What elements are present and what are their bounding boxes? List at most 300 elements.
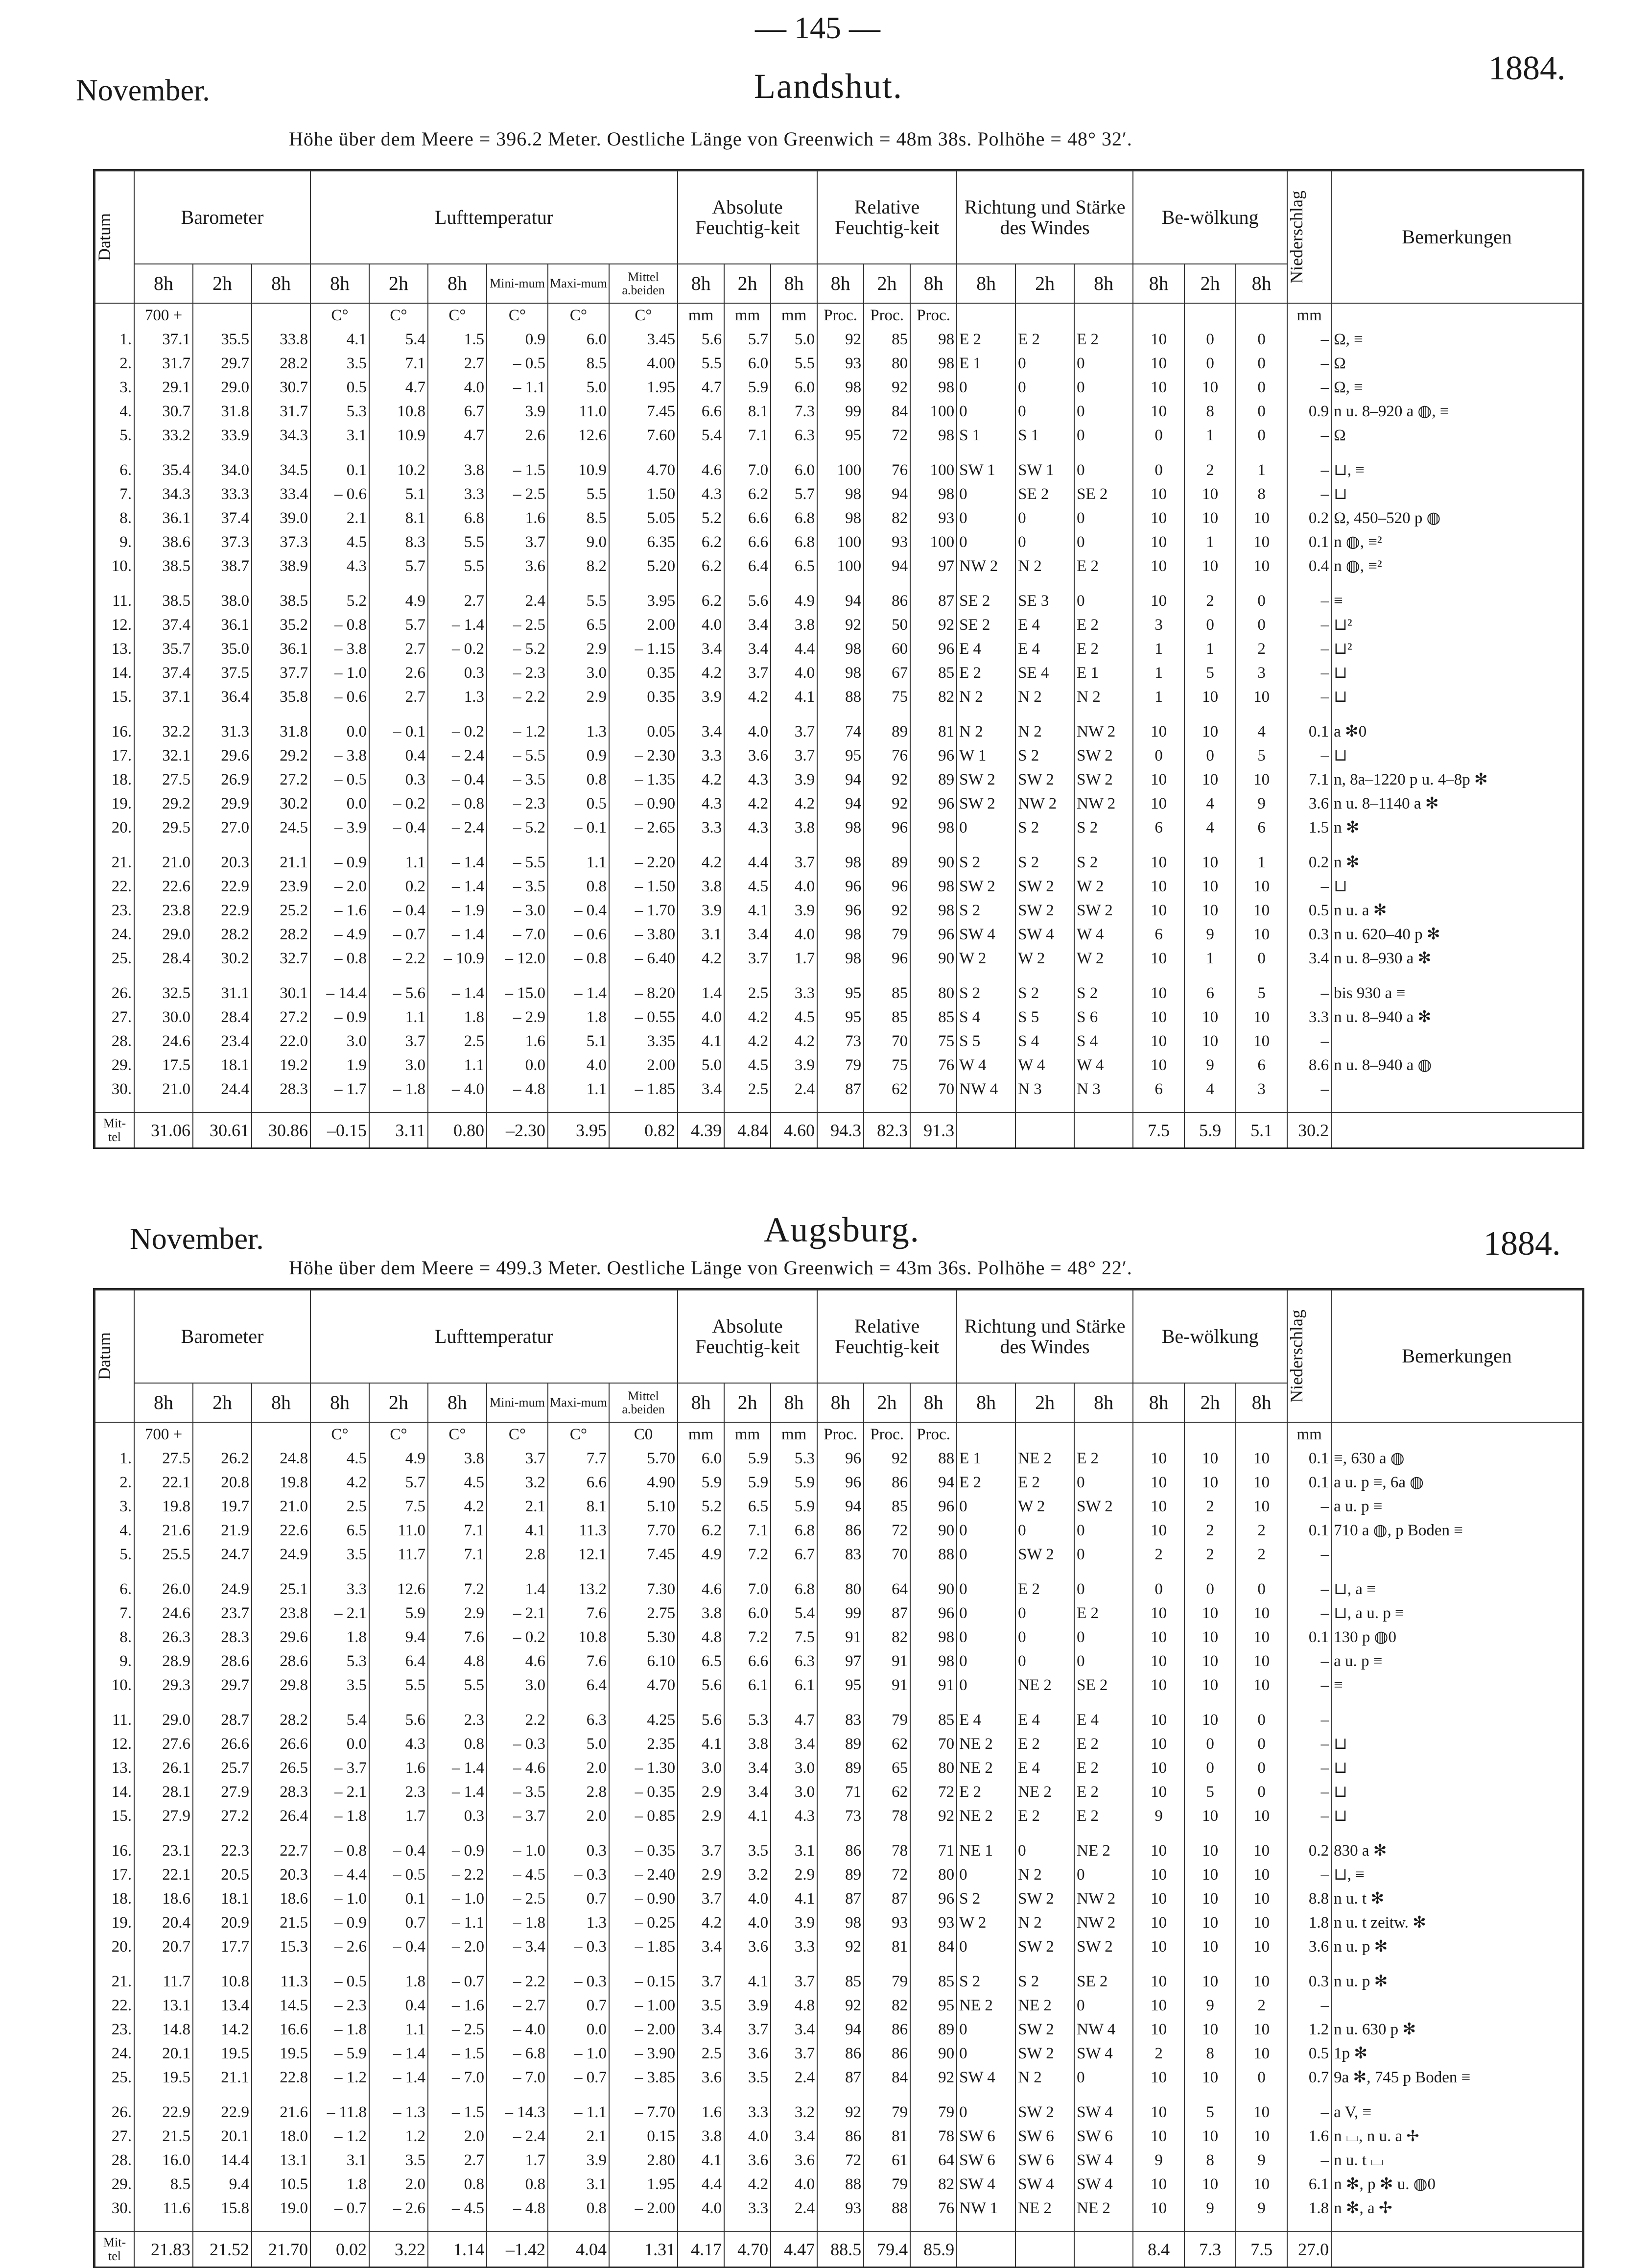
- table-cell: 89: [910, 768, 957, 792]
- table-cell: 25.7: [193, 1756, 252, 1780]
- table-cell: 6.6: [724, 1649, 771, 1673]
- table-cell: 0.0: [310, 720, 369, 744]
- table-cell: 3.7: [678, 1839, 724, 1863]
- table-cell: 16.: [95, 720, 134, 744]
- table-cell: 0.0: [548, 2018, 609, 2042]
- table-cell: 22.0: [252, 1029, 310, 1053]
- table-cell: 6.35: [609, 530, 678, 554]
- table-cell: 27.5: [134, 768, 193, 792]
- table-cell: S 2: [1074, 816, 1133, 840]
- table-cell: 1: [1184, 947, 1236, 971]
- table-cell: W 2: [1015, 947, 1074, 971]
- table-cell: 33.3: [193, 482, 252, 506]
- table-cell: 2.8: [487, 1543, 548, 1567]
- unit-cell: Proc.: [864, 303, 910, 328]
- table-cell: – 3.4: [487, 1935, 548, 1959]
- table-cell: SW 2: [1074, 1935, 1133, 1959]
- table-cell: 3.6: [1287, 1935, 1331, 1959]
- table-cell: – 11.8: [310, 2101, 369, 2125]
- table-cell: – 4.0: [487, 2018, 548, 2042]
- table-cell: 3.5: [369, 2149, 428, 2173]
- table-cell: 15.8: [193, 2196, 252, 2220]
- table-cell: S 4: [1015, 1029, 1074, 1053]
- unit-cell: C°: [310, 1422, 369, 1447]
- table-cell: 3.5: [310, 1673, 369, 1697]
- table-cell: 8.1: [369, 506, 428, 530]
- table-cell: 5.7: [369, 613, 428, 637]
- table-row: [95, 792, 1582, 816]
- table-cell: 1.6: [487, 506, 548, 530]
- table-cell: 28.3: [193, 1625, 252, 1649]
- table-cell: 8.6: [1287, 1053, 1331, 1077]
- table-cell: 29.3: [134, 1673, 193, 1697]
- table-cell: 3.0: [369, 1053, 428, 1077]
- table-cell: – 0.4: [428, 768, 487, 792]
- table-cell: – 2.1: [487, 1601, 548, 1625]
- table-row: [95, 1911, 1582, 1935]
- table-cell: SW 4: [1074, 2042, 1133, 2066]
- table-cell: 98: [817, 506, 864, 530]
- table-cell: 1: [1236, 458, 1287, 482]
- table-cell: 2.1: [310, 506, 369, 530]
- table-cell: 5.5: [428, 554, 487, 578]
- table-cell: 11.3: [548, 1519, 609, 1543]
- mean-cell: 0.02: [310, 2232, 369, 2267]
- table-cell: 20.9: [193, 1911, 252, 1935]
- subheader-cell: 2h: [369, 264, 428, 303]
- table-cell: 4.9: [369, 589, 428, 613]
- table-cell: n u. a ✻: [1331, 899, 1582, 923]
- table-cell: – 1.0: [548, 2042, 609, 2066]
- table-cell: 86: [864, 589, 910, 613]
- table-cell: W 4: [1074, 923, 1133, 947]
- table-cell: 10.8: [369, 400, 428, 424]
- table-cell: – 1.4: [428, 923, 487, 947]
- table-cell: 10: [1133, 792, 1184, 816]
- table-cell: 5.0: [548, 1732, 609, 1756]
- mean-cell: 21.70: [252, 2232, 310, 2267]
- table-cell: 3.4: [678, 637, 724, 661]
- table-cell: 6.: [95, 458, 134, 482]
- unit-cell: [1074, 1422, 1133, 1447]
- table-cell: – 0.7: [369, 923, 428, 947]
- table-cell: 84: [910, 1935, 957, 1959]
- table-cell: 4.90: [609, 1471, 678, 1495]
- table-cell: 10: [1184, 1970, 1236, 1994]
- augsburg-city: Augsburg.: [764, 1210, 920, 1249]
- table-cell: 10: [1133, 1005, 1184, 1029]
- table-cell: 96: [864, 816, 910, 840]
- table-cell: NW 2: [1074, 720, 1133, 744]
- table-cell: E 1: [1074, 661, 1133, 685]
- table-cell: 0.3: [428, 661, 487, 685]
- table-cell: 0.1: [1287, 720, 1331, 744]
- table-cell: 21.: [95, 851, 134, 875]
- table-cell: – 4.4: [310, 1863, 369, 1887]
- table-row: [95, 661, 1582, 685]
- table-cell: 90: [910, 2042, 957, 2066]
- table-cell: 98: [910, 1649, 957, 1673]
- table-cell: – 0.4: [369, 899, 428, 923]
- table-cell: 100: [817, 530, 864, 554]
- mean-cell: 91.3: [910, 1113, 957, 1147]
- table-row: [95, 328, 1582, 352]
- table-cell: 0: [1236, 352, 1287, 376]
- table-cell: 0.5: [548, 792, 609, 816]
- table-cell: 35.4: [134, 458, 193, 482]
- table-cell: 7.1: [428, 1543, 487, 1567]
- table-cell: 96: [817, 1447, 864, 1471]
- table-cell: 21.0: [134, 851, 193, 875]
- table-cell: SW 2: [957, 768, 1015, 792]
- table-cell: 5.7: [369, 1471, 428, 1495]
- table-cell: 10: [1133, 1447, 1184, 1471]
- table-cell: SE 2: [1074, 1673, 1133, 1697]
- table-cell: 3.0: [771, 1756, 817, 1780]
- table-cell: 0: [957, 482, 1015, 506]
- table-cell: 4.3: [369, 1732, 428, 1756]
- header-datum-label: Datum: [94, 213, 114, 261]
- table-cell: 96: [864, 875, 910, 899]
- table-cell: 3.7: [771, 744, 817, 768]
- table-cell: NW 2: [1074, 1887, 1133, 1911]
- table-cell: 3.8: [771, 816, 817, 840]
- table-cell: 25.5: [134, 1543, 193, 1567]
- table-row: [95, 1519, 1582, 1543]
- table-cell: 90: [910, 947, 957, 971]
- table-cell: – 1.2: [487, 720, 548, 744]
- table-cell: –: [1287, 685, 1331, 709]
- subheader-cell: 8h: [910, 264, 957, 303]
- table-cell: 3.4: [678, 720, 724, 744]
- subheader-cell: 8h: [252, 264, 310, 303]
- header-relative-feuchtigkeit: Relative Feuchtig-keit: [817, 1290, 957, 1383]
- table-cell: – 3.8: [310, 637, 369, 661]
- table-cell: S 1: [1015, 424, 1074, 448]
- table-cell: 10: [1184, 2125, 1236, 2149]
- table-cell: 19.5: [193, 2042, 252, 2066]
- table-cell: 8.: [95, 1625, 134, 1649]
- table-cell: 4.0: [771, 661, 817, 685]
- table-cell: 3.5: [724, 1839, 771, 1863]
- table-cell: 4.5: [724, 1053, 771, 1077]
- table-cell: 1.7: [487, 2149, 548, 2173]
- table-cell: 10: [1133, 981, 1184, 1005]
- table-cell: –: [1287, 1543, 1331, 1567]
- table-cell: 8: [1236, 482, 1287, 506]
- table-cell: 96: [910, 792, 957, 816]
- table-cell: –: [1287, 424, 1331, 448]
- table-cell: 28.1: [134, 1780, 193, 1804]
- table-cell: 38.5: [134, 589, 193, 613]
- mean-cell: 21.52: [193, 2232, 252, 2267]
- mean-cell: 4.04: [548, 2232, 609, 2267]
- table-cell: 130 p ◍0: [1331, 1625, 1582, 1649]
- table-cell: 19.: [95, 1911, 134, 1935]
- table-cell: 6.0: [771, 458, 817, 482]
- table-row: [95, 1994, 1582, 2018]
- table-cell: E 2: [1074, 1447, 1133, 1471]
- subheader-cell: 2h: [724, 264, 771, 303]
- mean-cell: 3.22: [369, 2232, 428, 2267]
- table-cell: E 4: [957, 1708, 1015, 1732]
- table-cell: 4.7: [678, 376, 724, 400]
- table-cell: 0: [1074, 1649, 1133, 1673]
- table-cell: – 3.5: [487, 875, 548, 899]
- table-cell: NE 2: [1015, 1447, 1074, 1471]
- table-cell: 21.5: [134, 2125, 193, 2149]
- mean-cell: –0.15: [310, 1113, 369, 1147]
- mean-row: [95, 1113, 1582, 1147]
- table-cell: 3.8: [678, 2125, 724, 2149]
- table-cell: 7.30: [609, 1577, 678, 1601]
- table-cell: 99: [817, 1601, 864, 1625]
- table-cell: 2.75: [609, 1601, 678, 1625]
- table-cell: 25.: [95, 2066, 134, 2090]
- table-cell: 4.1: [678, 1029, 724, 1053]
- table-cell: 35.8: [252, 685, 310, 709]
- table-cell: ⊔, a ≡: [1331, 1577, 1582, 1601]
- table-row: [95, 424, 1582, 448]
- table-row: [95, 923, 1582, 947]
- table-cell: 98: [817, 661, 864, 685]
- table-cell: SW 2: [957, 875, 1015, 899]
- table-cell: 1.6: [369, 1756, 428, 1780]
- table-cell: 20.3: [252, 1863, 310, 1887]
- table-cell: 79: [864, 1970, 910, 1994]
- table-cell: 10: [1236, 1935, 1287, 1959]
- table-cell: 10: [1236, 1495, 1287, 1519]
- table-cell: – 15.0: [487, 981, 548, 1005]
- table-cell: – 1.4: [428, 1780, 487, 1804]
- table-cell: 10: [1236, 530, 1287, 554]
- table-cell: –: [1287, 2101, 1331, 2125]
- table-cell: 0: [957, 530, 1015, 554]
- table-cell: 7.1: [428, 1519, 487, 1543]
- table-cell: E 2: [957, 661, 1015, 685]
- unit-cell: mm: [1287, 303, 1331, 328]
- table-cell: 12.1: [548, 1543, 609, 1567]
- table-cell: 3.3: [724, 2196, 771, 2220]
- table-cell: [1331, 1994, 1582, 2018]
- table-cell: 4.5: [310, 1447, 369, 1471]
- table-cell: 96: [817, 1471, 864, 1495]
- table-cell: – 1.1: [428, 1911, 487, 1935]
- table-cell: 10: [1184, 1673, 1236, 1697]
- table-cell: 29.2: [134, 792, 193, 816]
- table-cell: – 3.9: [310, 816, 369, 840]
- table-cell: 3.4: [678, 1935, 724, 1959]
- table-cell: 85: [910, 661, 957, 685]
- table-cell: 88: [910, 1543, 957, 1567]
- table-cell: 39.0: [252, 506, 310, 530]
- table-cell: 0.9: [548, 744, 609, 768]
- table-cell: 0: [957, 400, 1015, 424]
- table-cell: ⊔: [1331, 875, 1582, 899]
- table-cell: 4: [1236, 720, 1287, 744]
- table-cell: 27.9: [193, 1780, 252, 1804]
- table-cell: n ⌴, n u. a ✢: [1331, 2125, 1582, 2149]
- table-row: [95, 768, 1582, 792]
- table-cell: 3.5: [724, 2066, 771, 2090]
- subheader-cell: 8h: [1074, 1383, 1133, 1422]
- table-cell: 24.8: [252, 1447, 310, 1471]
- subheader-cell: 2h: [1015, 1383, 1074, 1422]
- table-row: [95, 530, 1582, 554]
- table-cell: 6.0: [724, 352, 771, 376]
- table-cell: 1.1: [548, 851, 609, 875]
- table-cell: ⊔²: [1331, 613, 1582, 637]
- header-niederschlag-label: Niederschlag: [1287, 191, 1307, 284]
- table-cell: 6: [1133, 1077, 1184, 1101]
- table-cell: 830 a ✻: [1331, 1839, 1582, 1863]
- table-cell: – 2.5: [487, 613, 548, 637]
- table-cell: – 0.6: [310, 482, 369, 506]
- table-cell: 3.0: [487, 1673, 548, 1697]
- table-cell: 76: [910, 1053, 957, 1077]
- table-cell: 0: [1184, 1756, 1236, 1780]
- table-cell: 5.4: [771, 1601, 817, 1625]
- table-cell: 2.5: [724, 1077, 771, 1101]
- table-cell: S 2: [1074, 851, 1133, 875]
- table-cell: – 0.8: [310, 613, 369, 637]
- table-cell: 4.9: [678, 1543, 724, 1567]
- table-cell: 85: [817, 1970, 864, 1994]
- table-cell: 29.2: [252, 744, 310, 768]
- table-cell: 6.5: [724, 1495, 771, 1519]
- table-cell: 95: [910, 1994, 957, 2018]
- table-cell: 0: [1015, 400, 1074, 424]
- unit-cell: 700 +: [134, 303, 193, 328]
- table-cell: a u. p ≡: [1331, 1495, 1582, 1519]
- table-cell: 2.4: [771, 2196, 817, 2220]
- table-cell: 0.0: [310, 792, 369, 816]
- table-cell: 0.1: [1287, 1447, 1331, 1471]
- table-row: [95, 1543, 1582, 1567]
- table-cell: 6.6: [724, 506, 771, 530]
- table-cell: 38.0: [193, 589, 252, 613]
- unit-cell: Proc.: [910, 303, 957, 328]
- table-cell: 79: [910, 2101, 957, 2125]
- table-cell: – 1.8: [310, 2018, 369, 2042]
- table-cell: 1.3: [548, 1911, 609, 1935]
- table-row: [95, 2042, 1582, 2066]
- table-cell: 0: [957, 1625, 1015, 1649]
- table-cell: 67: [864, 661, 910, 685]
- table-cell: – 6.40: [609, 947, 678, 971]
- table-cell: – 2.6: [310, 1935, 369, 1959]
- table-cell: n u. p ✻: [1331, 1935, 1582, 1959]
- table-cell: 0: [1236, 589, 1287, 613]
- table-cell: 5.9: [724, 1447, 771, 1471]
- unit-cell: [1015, 303, 1074, 328]
- table-cell: 11.0: [369, 1519, 428, 1543]
- table-cell: 82: [864, 1994, 910, 2018]
- table-cell: 3.7: [724, 2018, 771, 2042]
- table-cell: 1: [1184, 530, 1236, 554]
- table-cell: 28.: [95, 2149, 134, 2173]
- table-cell: E 2: [1074, 613, 1133, 637]
- table-cell: 98: [817, 1911, 864, 1935]
- table-cell: 11.: [95, 589, 134, 613]
- unit-cell: mm: [771, 1422, 817, 1447]
- table-cell: 6: [1236, 1053, 1287, 1077]
- table-cell: 86: [817, 2042, 864, 2066]
- table-cell: 0.2: [1287, 506, 1331, 530]
- table-cell: 2.0: [428, 2125, 487, 2149]
- table-cell: 5.4: [310, 1708, 369, 1732]
- table-row: [95, 589, 1582, 613]
- table-cell: SW 1: [957, 458, 1015, 482]
- table-cell: 98: [817, 376, 864, 400]
- table-cell: 10: [1184, 506, 1236, 530]
- subheader-cell: 8h: [1133, 264, 1184, 303]
- table-cell: Ω, ≡: [1331, 328, 1582, 352]
- table-cell: NE 2: [957, 1994, 1015, 2018]
- table-cell: 5.4: [369, 328, 428, 352]
- table-cell: 0: [1015, 1601, 1074, 1625]
- table-cell: 4.2: [771, 792, 817, 816]
- table-cell: 73: [817, 1029, 864, 1053]
- mean-cell: 4.70: [724, 2232, 771, 2267]
- table-cell: 9: [1236, 792, 1287, 816]
- table-cell: – 4.5: [487, 1863, 548, 1887]
- table-cell: NE 2: [1015, 2196, 1074, 2220]
- unit-cell: [193, 1422, 252, 1447]
- table-cell: – 2.5: [487, 1887, 548, 1911]
- subheader-cell: 8h: [771, 1383, 817, 1422]
- table-cell: 29.6: [193, 744, 252, 768]
- table-cell: E 2: [1015, 1577, 1074, 1601]
- table-cell: – 1.8: [310, 1804, 369, 1828]
- table-cell: 10: [1236, 899, 1287, 923]
- table-cell: 19.2: [252, 1053, 310, 1077]
- table-cell: NW 4: [1074, 2018, 1133, 2042]
- table-cell: – 1.9: [428, 899, 487, 923]
- table-cell: 5.6: [678, 328, 724, 352]
- table-cell: 2.9: [678, 1863, 724, 1887]
- table-cell: E 2: [1015, 1471, 1074, 1495]
- table-cell: – 6.8: [487, 2042, 548, 2066]
- table-cell: 5.6: [678, 1708, 724, 1732]
- table-cell: 2: [1184, 1495, 1236, 1519]
- table-cell: – 1.8: [487, 1911, 548, 1935]
- table-cell: 5.2: [310, 589, 369, 613]
- table-cell: – 12.0: [487, 947, 548, 971]
- table-cell: 0.8: [548, 2196, 609, 2220]
- mean-cell: 3.11: [369, 1113, 428, 1147]
- table-cell: 3.3: [678, 744, 724, 768]
- table-cell: 10: [1184, 768, 1236, 792]
- table-cell: 3.0: [771, 1780, 817, 1804]
- table-cell: – 1.1: [487, 376, 548, 400]
- mean-cell: [1331, 1113, 1582, 1147]
- table-cell: NE 2: [957, 1732, 1015, 1756]
- table-cell: S 5: [957, 1029, 1015, 1053]
- table-cell: 5.: [95, 424, 134, 448]
- table-cell: 4.2: [724, 792, 771, 816]
- table-cell: 4.0: [724, 720, 771, 744]
- table-cell: – 7.0: [428, 2066, 487, 2090]
- table-cell: 9.4: [193, 2173, 252, 2196]
- table-cell: 0: [1236, 1708, 1287, 1732]
- table-cell: n ✻: [1331, 851, 1582, 875]
- table-cell: 5.9: [724, 1471, 771, 1495]
- table-cell: E 4: [1074, 1708, 1133, 1732]
- subheader-cell: 8h: [310, 1383, 369, 1422]
- table-cell: 0.3: [1287, 1970, 1331, 1994]
- table-cell: – 2.5: [428, 2018, 487, 2042]
